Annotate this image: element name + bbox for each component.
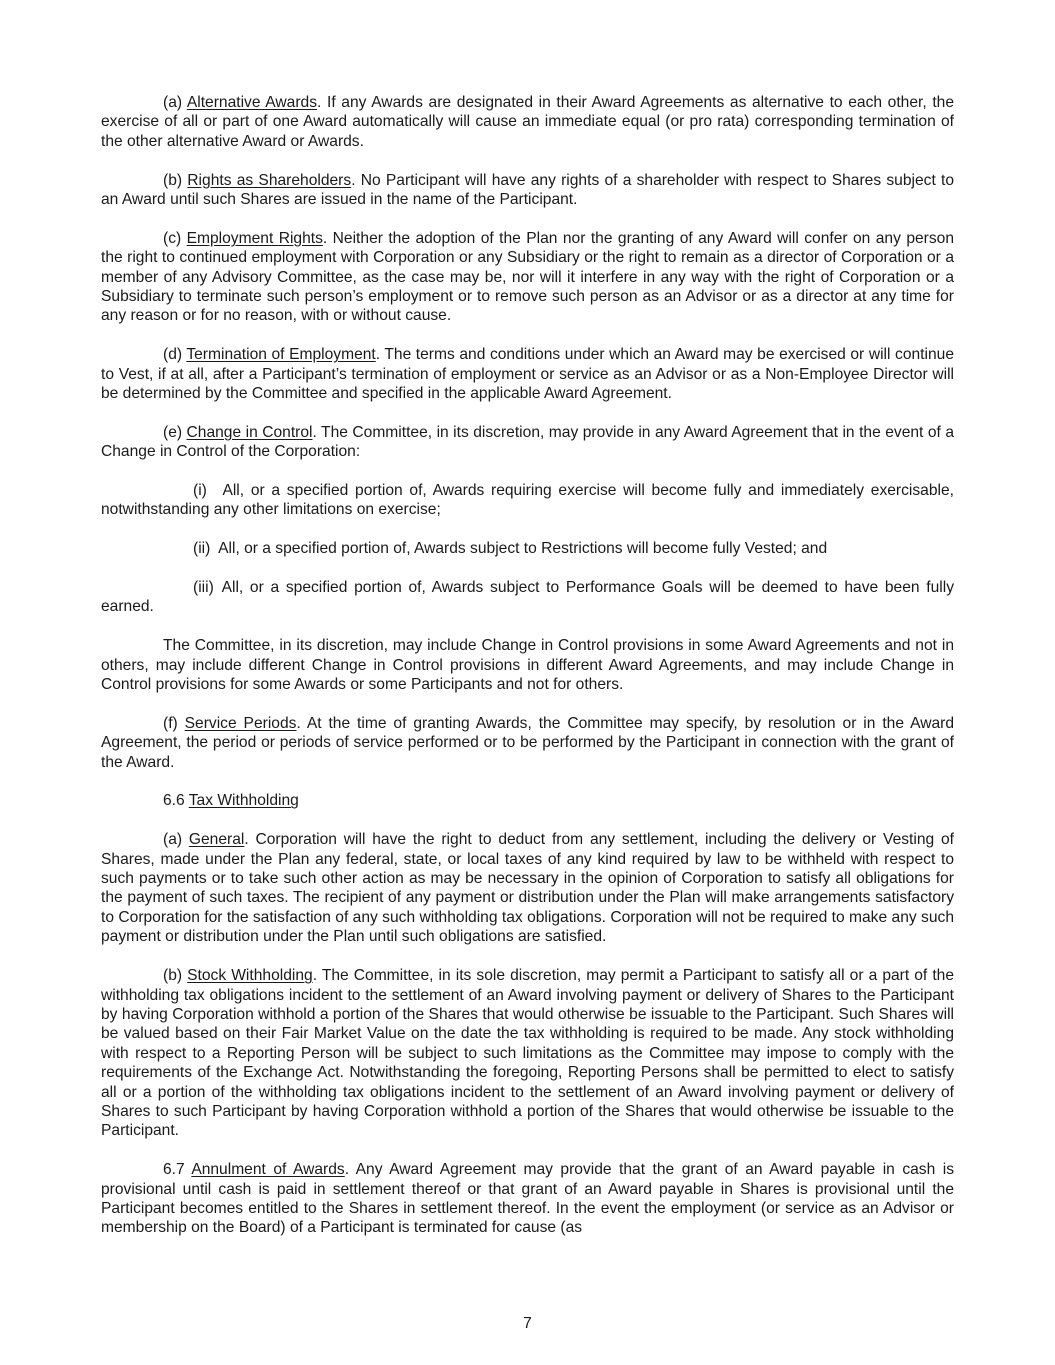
paragraph-text: . Neither the adoption of the Plan nor the granting of any Award will confer on any person the right to continued employment with Corporation or any Subsidiary or the right to remain as a director of Corporation or a member of any Advisory Committee, as the case may be, nor will it interfere in any way with the right of Corporation or a Subsidiary to terminate such person’s employment or to remove such person as an Advisor or as a director at any time for any reason or for no reason, with or without cause. (101, 229, 955, 325)
paragraph-employment-rights (101, 229, 954, 326)
sub-item-i: (i) All, or a specified portion of, Awards requiring exercise will become fully and immediately exercisable, notwithstanding any other limitations on exercise; (101, 482, 954, 519)
heading-service-periods: Service Periods (184, 714, 297, 732)
paragraph-committee-discretion: The Committee, in its discretion, may include Change in Control provisions in some Award Agreements and not in others, may include different Change in Control provisions in different Award Agreements, and may include Change in Control provisions for some Awards or some Participants and not for others. (101, 637, 954, 694)
page-number: 7 (523, 1315, 532, 1332)
paragraph-lead: (a) (163, 831, 189, 849)
document-body (101, 93, 954, 1257)
heading-termination-of-employment: Termination of Employment (186, 346, 376, 364)
paragraph-text: . The terms and conditions under which an Award may be exercised or will continue to Vest, if at all, after a Participant’s termination of employment or service as an Advisor or as a Non-Employee Director will be determined by the Committee and specified in the applicable Award Agreement. (101, 346, 954, 403)
paragraph-lead: (c) (163, 229, 187, 247)
sub-item-ii: (ii) All, or a specified portion of, Awards subject to Restrictions will become fully Vested; and (193, 540, 828, 558)
paragraph-text: . At the time of granting Awards, the Committee may specify, by resolution or in the Award Agreement, the period or periods of service performed or to be performed by the Participant in connection with the grant of the Award. (101, 714, 954, 771)
paragraph-lead: (b) (163, 967, 188, 985)
paragraph-text: . Corporation will have the right to deduct from any settlement, including the delivery or Vesting of Shares, made under the Plan any federal, state, or local taxes of any kind required by law to be withheld with respect to such payments or to take such other action as may be necessary in the opinion of Corporation to satisfy all obligations for the payment of such taxes. The recipient of any payment or distribution under the Plan will make arrangements satisfactory to Corporation for the satisfaction of any such withholding tax obligations. Corporation will not be required to make any such payment or distribution under the Plan until such obligations are satisfied. (101, 831, 954, 946)
paragraph-alternative-awards (101, 93, 954, 151)
heading-employment-rights: Employment Rights (186, 229, 323, 247)
paragraph-lead: (d) (163, 346, 187, 364)
paragraph-text: . The Committee, in its discretion, may provide in any Award Agreement that in the event of a Change in Control of the Corporation: (101, 423, 954, 461)
paragraph-text: . Any Award Agreement may provide that the grant of an Award payable in cash is provisional until cash is paid in settlement thereof or that grant of an Award payable in Shares is provisional until the Participant becomes entitled to the Shares in settlement thereof. In the event the employment (or service as an Advisor or membership on the Board) of a Participant is terminated for cause (as (101, 1161, 955, 1237)
paragraph-termination-of-employment (101, 345, 954, 403)
paragraph-service-periods (101, 714, 954, 772)
paragraph-text: . The Committee, in its sole discretion, may permit a Participant to satisfy all or a part of the withholding tax obligations incident to the settlement of an Award involving payment or delivery of Shares to the Participant by having Corporation withhold a portion of the Shares that would otherwise be issuable to the Participant. Such Shares will be valued based on their Fair Market Value on the date the tax withholding is required to be made. Any stock withholding with respect to a Reporting Person will be subject to such limitations as the Committee may impose to comply with the requirements of the Exchange Act. Notwithstanding the foregoing, Reporting Persons shall be permitted to elect to satisfy all or a portion of the withholding tax obligations incident to the settlement of an Award involving payment or delivery of Shares to such Participant by having Corporation withhold a portion of the Shares that would otherwise be issuable to the Participant. (101, 967, 955, 1140)
paragraph-lead: (b) (163, 171, 188, 189)
heading-alternative-awards: Alternative Awards (186, 94, 318, 111)
heading-stock-withholding: Stock Withholding (187, 967, 313, 985)
sub-item-iii: (iii) All, or a specified portion of, Awards subject to Performance Goals will be deemed to have been fully earned. (101, 579, 954, 616)
paragraph-text: . No Participant will have any rights of a shareholder with respect to Shares subject to an Award until such Shares are issued in the name of the Participant. (101, 171, 955, 209)
section-heading-6-6 (101, 791, 954, 810)
paragraph-text: . If any Awards are designated in their Award Agreements as alternative to each other, the exercise of all or part of one Award automatically will cause an immediate equal (or pro rata) corresponding termination of the other alternative Award or Awards. (101, 94, 954, 150)
section-number: 6.7 (163, 1161, 192, 1179)
paragraph-annulment-of-awards (101, 1160, 954, 1238)
paragraph-lead: (e) (163, 423, 187, 441)
heading-change-in-control: Change in Control (186, 423, 313, 441)
paragraph-lead: (a) (163, 94, 187, 111)
heading-tax-withholding: Tax Withholding (188, 792, 299, 810)
heading-rights-as-shareholders: Rights as Shareholders (187, 171, 352, 189)
paragraph-general (101, 830, 954, 946)
paragraph-rights-as-shareholders (101, 171, 954, 210)
paragraph-lead: (f) (163, 714, 185, 732)
paragraph-change-in-control (101, 423, 954, 462)
heading-general: General (188, 831, 245, 849)
paragraph-stock-withholding (101, 966, 954, 1141)
section-number: 6.6 (163, 792, 189, 810)
heading-annulment-of-awards: Annulment of Awards (191, 1161, 345, 1179)
